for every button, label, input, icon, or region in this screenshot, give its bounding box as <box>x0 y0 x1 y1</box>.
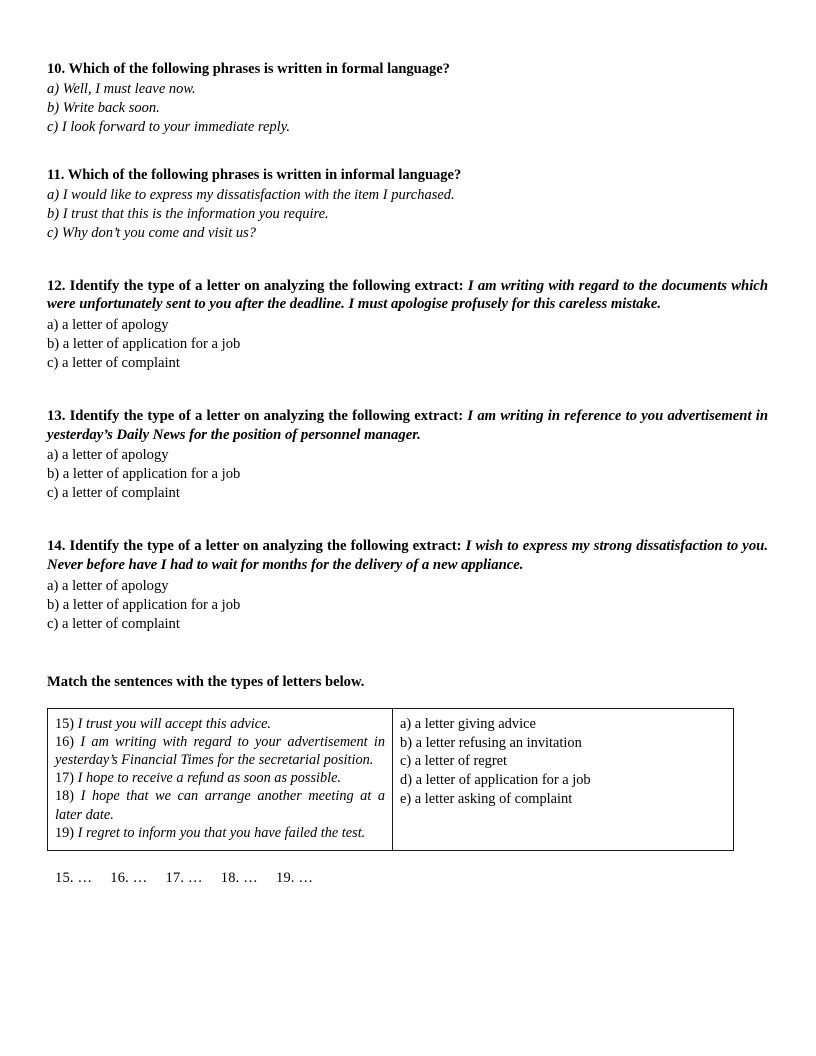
question-block-10 <box>47 60 768 136</box>
question-10-option-b: b) Write back soon. <box>47 99 160 116</box>
spacer <box>47 520 768 537</box>
sentence-text: I regret to inform you that you have failed the test. <box>77 824 366 841</box>
answer-blank-16[interactable]: 16. … <box>110 869 148 886</box>
spacer <box>47 153 768 166</box>
letter-type-d: d) a letter of application for a job <box>400 771 591 788</box>
question-block-13 <box>47 407 768 503</box>
match-section-heading: Match the sentences with the types of letters below. <box>47 673 365 690</box>
question-stem-14 <box>47 537 768 574</box>
list-item <box>55 824 385 842</box>
question-block-11 <box>47 166 768 242</box>
document-content <box>47 60 768 887</box>
question-stem-10: 10. Which of the following phrases is written in formal language? <box>47 61 450 77</box>
question-stem-11: 11. Which of the following phrases is written in informal language? <box>47 167 462 184</box>
sentence-text: I trust you will accept this advice. <box>77 715 272 732</box>
match-sentences-cell <box>48 708 393 850</box>
sentence-number: 15) <box>55 715 75 732</box>
question-block-12 <box>47 277 768 373</box>
sentence-number: 18) <box>55 788 75 805</box>
question-12-option-b: b) a letter of application for a job <box>47 335 241 352</box>
letter-type-c: c) a letter of regret <box>400 753 508 770</box>
list-item <box>55 715 385 733</box>
list-item <box>55 733 385 769</box>
sentence-number: 19) <box>55 824 75 841</box>
question-14-option-b: b) a letter of application for a job <box>47 596 241 613</box>
question-14-extract: I wish to express my strong dissatisfaction to you. Never before have I had to wait for months for the delivery of a new appliance. <box>47 538 768 573</box>
question-12-lead: 12. Identify the type of a letter on analyzing the following extract: <box>47 277 468 294</box>
sentence-text: I am writing with regard to your advertisement in yesterday’s Financial Times for the secretarial position. <box>55 733 385 769</box>
answer-blank-17[interactable]: 17. … <box>165 869 203 886</box>
spacer <box>47 260 768 277</box>
answer-blanks-line <box>55 870 768 887</box>
question-13-extract: I am writing in reference to you advertisement in yesterday’s Daily News for the position of personnel manager. <box>47 408 768 443</box>
question-stem-12 <box>47 277 768 314</box>
question-stem-13 <box>47 407 768 444</box>
spacer <box>47 390 768 407</box>
match-letter-types-cell <box>393 708 734 850</box>
question-14-option-c: c) a letter of complaint <box>47 615 180 632</box>
answer-blank-19[interactable]: 19. … <box>276 869 314 886</box>
sentence-text: I hope to receive a refund as soon as possible. <box>77 770 342 787</box>
answer-blank-18[interactable]: 18. … <box>220 869 258 886</box>
question-12-option-a: a) a letter of apology <box>47 316 169 333</box>
table-row <box>48 708 734 850</box>
question-block-14 <box>47 537 768 633</box>
match-table <box>47 708 734 851</box>
letter-type-e: e) a letter asking of complaint <box>400 790 573 807</box>
list-item <box>55 769 385 787</box>
sentence-number: 16) <box>55 733 75 750</box>
question-11-option-a: a) I would like to express my dissatisfaction with the item I purchased. <box>47 187 455 204</box>
question-11-option-b: b) I trust that this is the information you require. <box>47 206 329 223</box>
question-10-option-a: a) Well, I must leave now. <box>47 80 196 97</box>
letter-type-a: a) a letter giving advice <box>400 715 536 732</box>
question-13-option-b: b) a letter of application for a job <box>47 466 241 483</box>
list-item <box>55 787 385 823</box>
letter-type-b: b) a letter refusing an invitation <box>400 734 582 751</box>
question-14-option-a: a) a letter of apology <box>47 577 169 594</box>
answer-blank-15[interactable]: 15. … <box>55 869 93 886</box>
question-13-option-a: a) a letter of apology <box>47 447 169 464</box>
question-10-option-c: c) I look forward to your immediate reply. <box>47 118 290 135</box>
question-11-option-c: c) Why don’t you come and visit us? <box>47 224 256 241</box>
question-13-lead: 13. Identify the type of a letter on analyzing the following extract: <box>47 408 468 425</box>
sentence-number: 17) <box>55 770 75 787</box>
question-14-lead: 14. Identify the type of a letter on analyzing the following extract: <box>47 538 466 555</box>
sentence-text: I hope that we can arrange another meeting at a later date. <box>55 788 385 823</box>
question-13-option-c: c) a letter of complaint <box>47 485 180 502</box>
spacer <box>47 651 768 673</box>
question-12-option-c: c) a letter of complaint <box>47 355 180 371</box>
question-12-extract: I am writing with regard to the documents which were unfortunately sent to you after the deadline. I must apologise profusely for this careless mistake. <box>47 277 768 313</box>
